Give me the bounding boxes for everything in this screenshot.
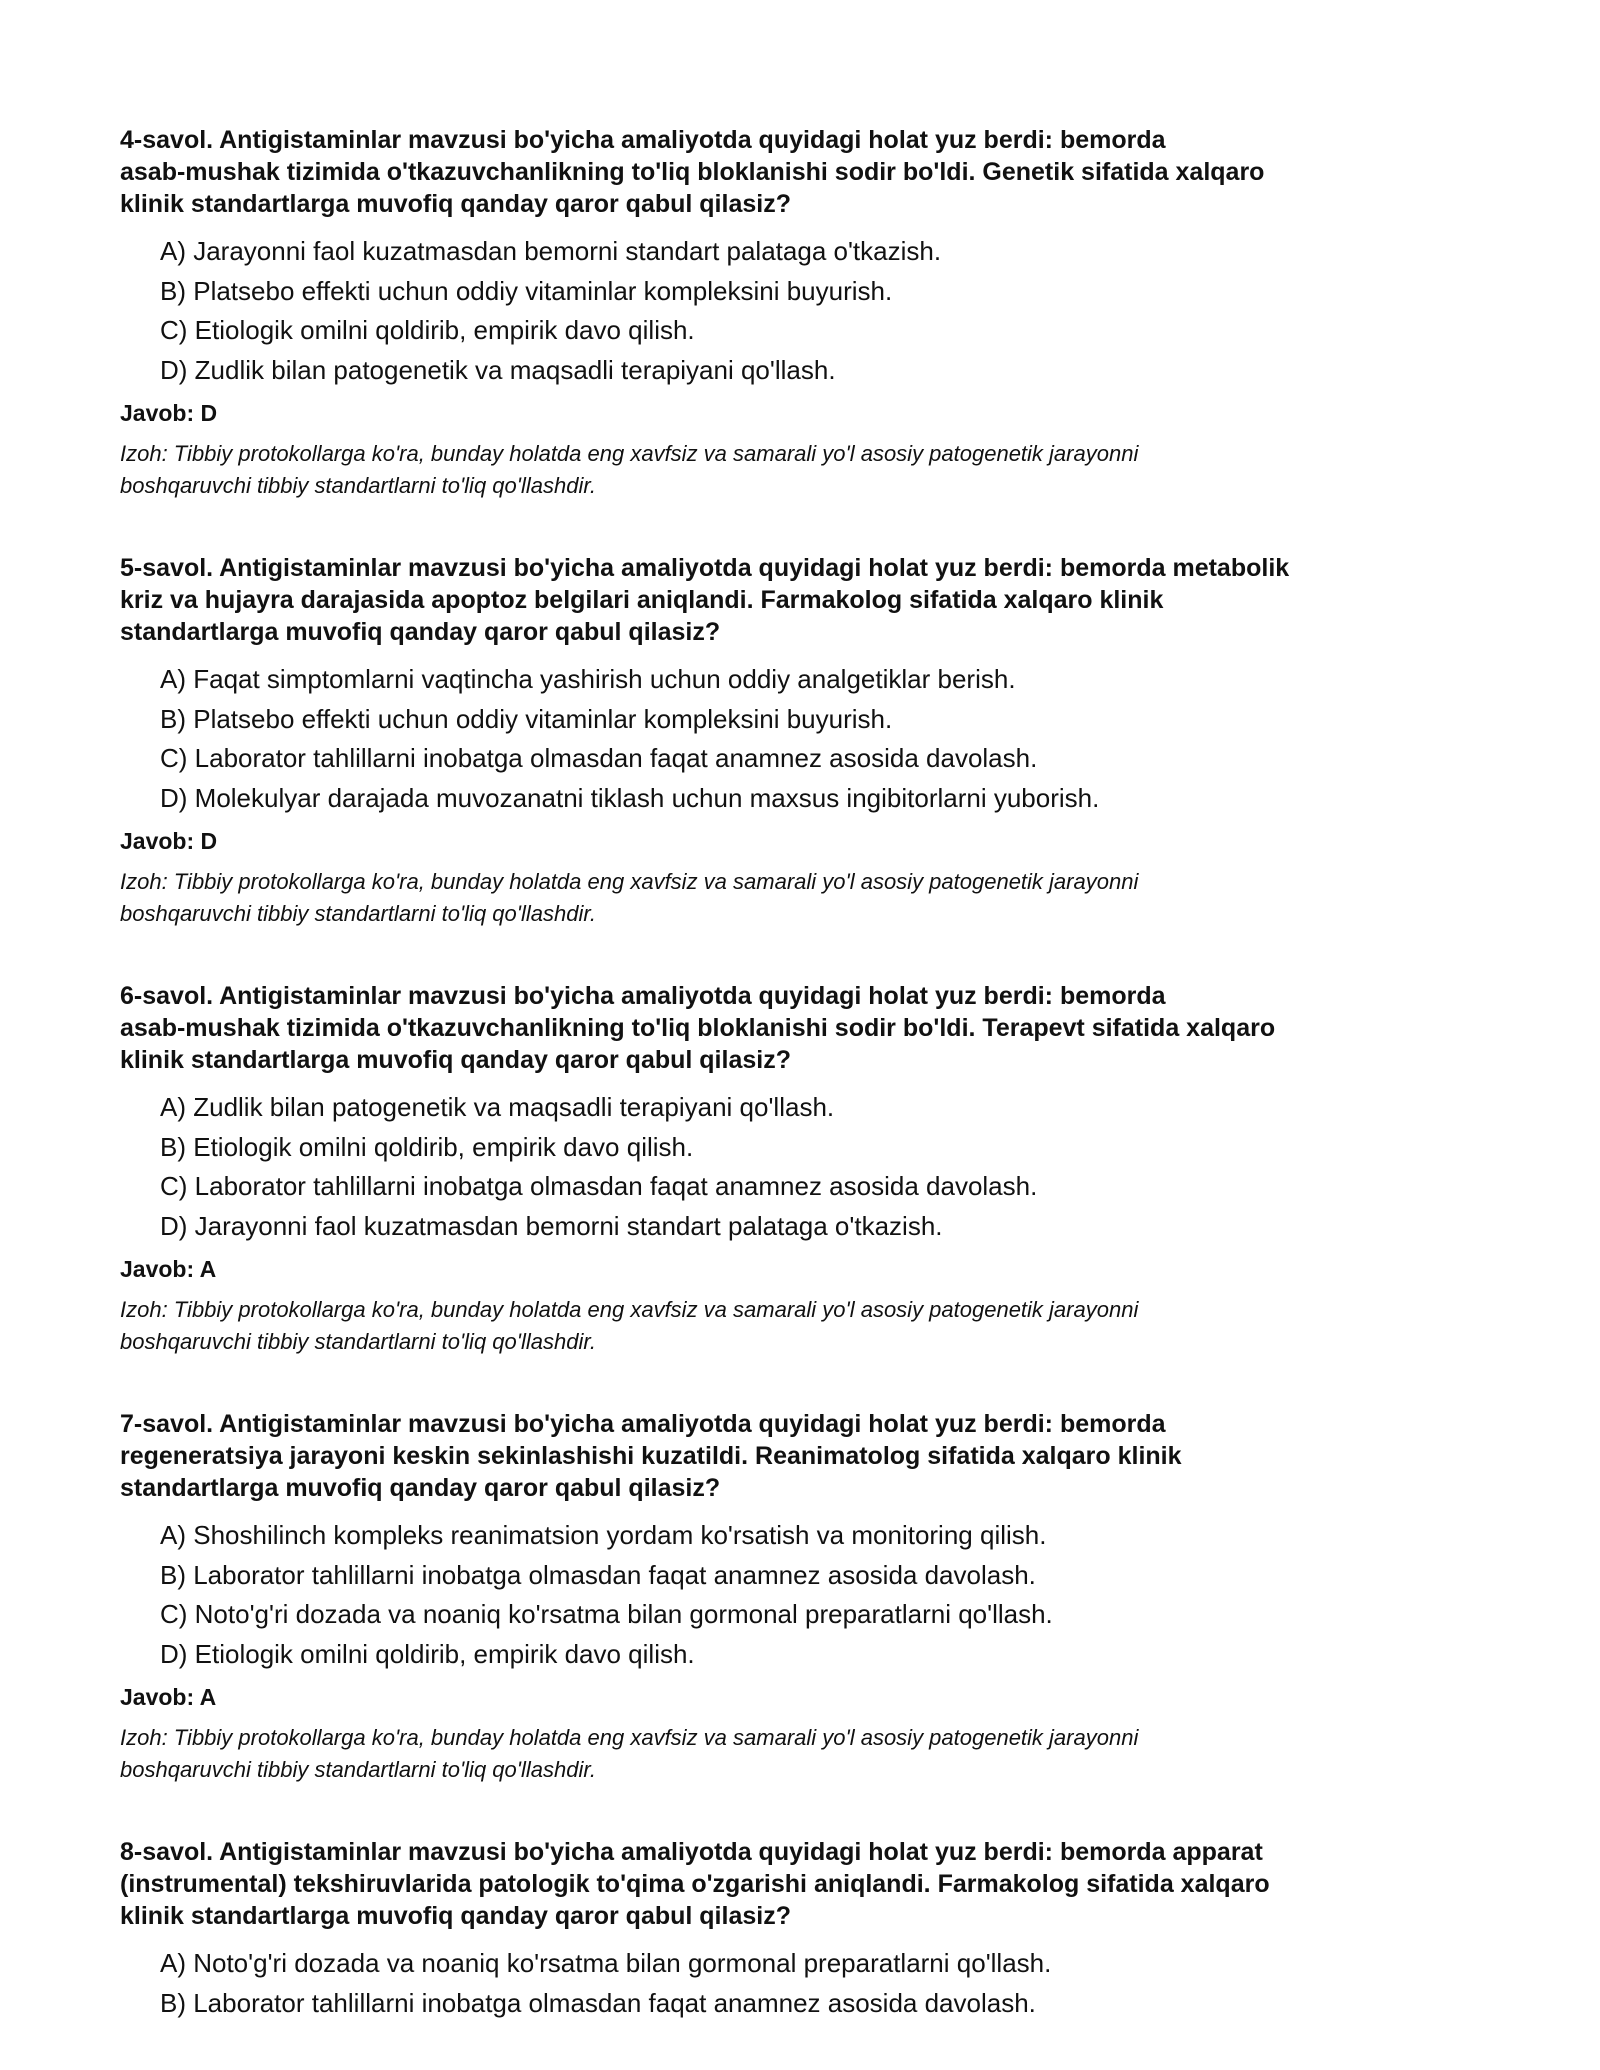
option-a: A) Zudlik bilan patogenetik va maqsadli terapiyani qo'llash. [160,1092,835,1122]
answer-line: Javob: D [120,828,218,854]
option-b: B) Platsebo effekti uchun oddiy vitaminlar kompleksini buyurish. [160,275,893,306]
option-d: D) Jarayonni faol kuzatmasdan bemorni standart palataga o'tkazish. [160,1210,943,1241]
question-block [120,124,1480,502]
options-list [160,660,1480,818]
question-title: 8-savol. Antigistaminlar mavzusi bo'yicha amaliyotda quyidagi holat yuz berdi: bemorda apparat (instrumental) tekshiruvlarida patologik to'qima o'zgarishi aniqlandi. Farmakolog sifatida xalqaro klinik standartlarga muvofiq qanday qaror qabul qilasiz? [120,1838,1270,1930]
option-a: A) Shoshilinch kompleks reanimatsion yordam ko'rsatish va monitoring qilish. [160,1520,1047,1550]
question-block [120,552,1480,930]
option-c: C) Laborator tahlillarni inobatga olmasdan faqat anamnez asosida davolash. [160,743,1038,773]
option-b: B) Laborator tahlillarni inobatga olmasdan faqat anamnez asosida davolash. [160,1987,1036,2018]
explanation-note: Izoh: Tibbiy protokollarga ko'ra, bunday holatda eng xavfsiz va samarali yo'l asosiy patogenetik jarayonni boshqaruvchi tibbiy standartlarni to'liq qo'llashdir. [120,441,1139,498]
answer-line: Javob: A [120,1684,217,1710]
options-list [160,232,1480,390]
answer-line: Javob: A [120,1256,217,1282]
explanation-note: Izoh: Tibbiy protokollarga ko'ra, bunday holatda eng xavfsiz va samarali yo'l asosiy patogenetik jarayonni boshqaruvchi tibbiy standartlarni to'liq qo'llashdir. [120,1725,1139,1782]
document-page [120,124,1480,2023]
options-list [160,1516,1480,1674]
option-c: C) Noto'g'ri dozada va noaniq ko'rsatma bilan gormonal preparatlarni qo'llash. [160,1599,1053,1629]
question-block [120,1836,1480,2023]
explanation-note: Izoh: Tibbiy protokollarga ko'ra, bunday holatda eng xavfsiz va samarali yo'l asosiy patogenetik jarayonni boshqaruvchi tibbiy standartlarni to'liq qo'llashdir. [120,869,1139,926]
option-d: D) Zudlik bilan patogenetik va maqsadli terapiyani qo'llash. [160,354,836,385]
option-b: B) Platsebo effekti uchun oddiy vitaminlar kompleksini buyurish. [160,703,893,734]
options-list [160,1944,1480,2023]
question-title: 5-savol. Antigistaminlar mavzusi bo'yicha amaliyotda quyidagi holat yuz berdi: bemorda metabolik kriz va hujayra darajasida apoptoz belgilari aniqlandi. Farmakolog sifatida xalqaro klinik standartlarga muvofiq qanday qaror qabul qilasiz? [120,554,1290,646]
option-c: C) Etiologik omilni qoldirib, empirik davo qilish. [160,315,695,345]
option-b: B) Etiologik omilni qoldirib, empirik davo qilish. [160,1131,694,1162]
question-block [120,980,1480,1358]
option-d: D) Molekulyar darajada muvozanatni tiklash uchun maxsus ingibitorlarni yuborish. [160,782,1100,813]
option-a: A) Faqat simptomlarni vaqtincha yashirish uchun oddiy analgetiklar berish. [160,664,1016,694]
question-block [120,1408,1480,1786]
option-d: D) Etiologik omilni qoldirib, empirik davo qilish. [160,1638,695,1669]
option-a: A) Jarayonni faol kuzatmasdan bemorni standart palataga o'tkazish. [160,236,942,266]
answer-line: Javob: D [120,400,218,426]
question-title: 7-savol. Antigistaminlar mavzusi bo'yicha amaliyotda quyidagi holat yuz berdi: bemorda regeneratsiya jarayoni keskin sekinlashishi kuzatildi. Reanimatolog sifatida xalqaro klinik standartlarga muvofiq qanday qaror qabul qilasiz? [120,1410,1182,1502]
question-title: 4-savol. Antigistaminlar mavzusi bo'yicha amaliyotda quyidagi holat yuz berdi: bemorda asab-mushak tizimida o'tkazuvchanlikning to'liq bloklanishi sodir bo'ldi. Genetik sifatida xalqaro klinik standartlarga muvofiq qanday qaror qabul qilasiz? [120,126,1265,218]
option-c: C) Laborator tahlillarni inobatga olmasdan faqat anamnez asosida davolash. [160,1171,1038,1201]
question-title: 6-savol. Antigistaminlar mavzusi bo'yicha amaliyotda quyidagi holat yuz berdi: bemorda asab-mushak tizimida o'tkazuvchanlikning to'liq bloklanishi sodir bo'ldi. Terapevt sifatida xalqaro klinik standartlarga muvofiq qanday qaror qabul qilasiz? [120,982,1276,1074]
options-list [160,1088,1480,1246]
option-a: A) Noto'g'ri dozada va noaniq ko'rsatma bilan gormonal preparatlarni qo'llash. [160,1948,1052,1978]
option-b: B) Laborator tahlillarni inobatga olmasdan faqat anamnez asosida davolash. [160,1559,1036,1590]
explanation-note: Izoh: Tibbiy protokollarga ko'ra, bunday holatda eng xavfsiz va samarali yo'l asosiy patogenetik jarayonni boshqaruvchi tibbiy standartlarni to'liq qo'llashdir. [120,1297,1139,1354]
